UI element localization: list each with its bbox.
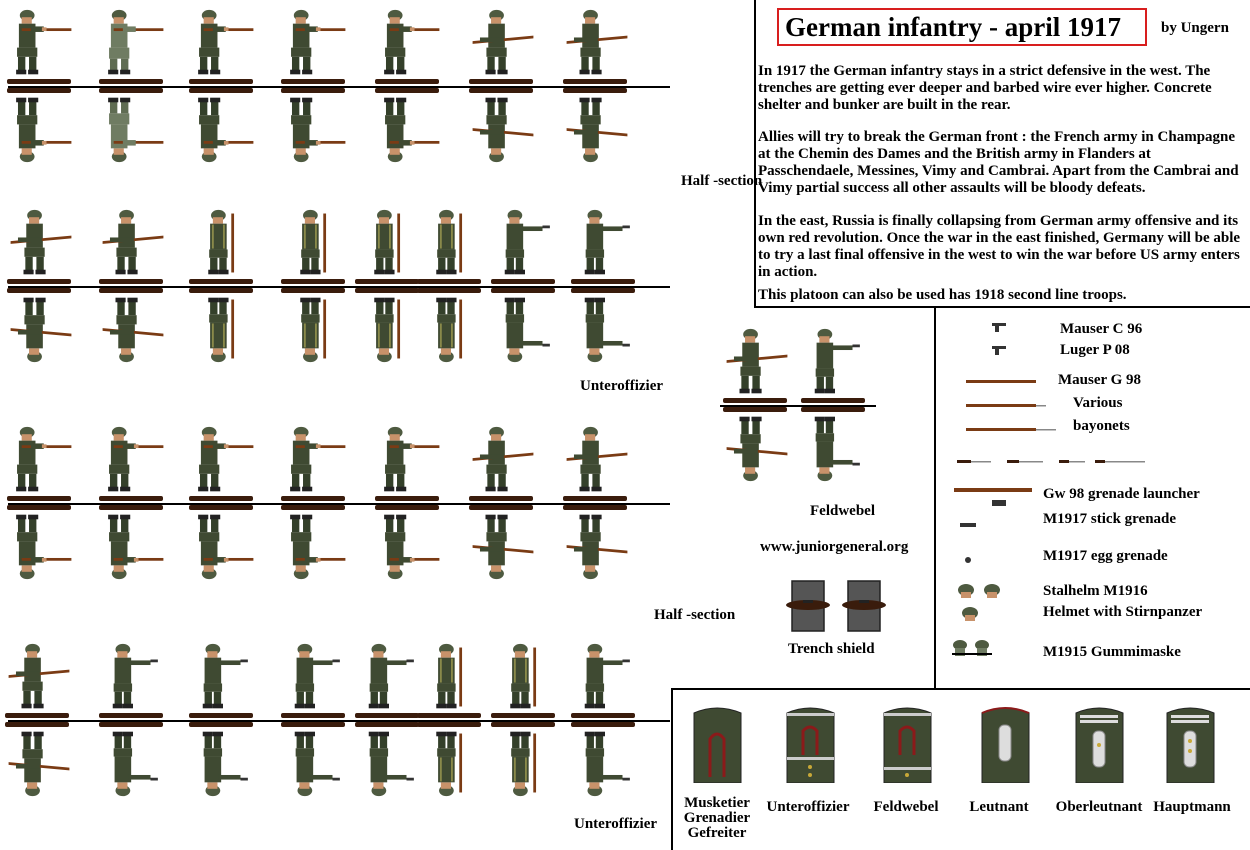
description-paragraph: This platoon can also be used has 1918 second line troops.: [758, 287, 1127, 303]
soldier-figure: [6, 288, 76, 364]
soldier-figure: [468, 88, 538, 164]
soldier-figure: [188, 288, 258, 364]
equip-mauser-c96: Mauser C 96: [1060, 321, 1143, 337]
soldier-figure: [6, 425, 76, 501]
soldier-figure: [6, 208, 76, 284]
soldier-figure: [722, 407, 792, 483]
soldier-figure: [354, 288, 424, 364]
equip-egg-grenade: M1917 egg grenade: [1043, 548, 1168, 564]
soldier-figure: [98, 425, 168, 501]
rank-label-hauptmann: Hauptmann: [1153, 799, 1231, 815]
soldier-figure: [722, 327, 792, 403]
fold-line: [8, 86, 670, 88]
frame-line: [754, 0, 756, 308]
soldier-figure: [354, 208, 424, 284]
equip-stahlhelm: Stalhelm M1916: [1043, 583, 1148, 599]
soldier-figure: [490, 208, 560, 284]
rank-gefreiter: Gefreiter: [687, 825, 747, 841]
fold-line: [8, 286, 670, 288]
soldier-figure: [354, 642, 424, 718]
soldier-figure: [280, 425, 350, 501]
soldier-figure: [4, 642, 74, 718]
soldier-figure: [188, 8, 258, 84]
soldier-figure: [416, 722, 486, 798]
label-half-section: Half -section: [654, 607, 736, 623]
equip-various: Various: [1073, 395, 1123, 411]
epaulette-hauptmann: [1163, 705, 1218, 783]
website-link[interactable]: www.juniorgeneral.org: [760, 539, 909, 555]
epaulette-unteroffizier: [783, 705, 838, 783]
soldier-figure: [570, 722, 640, 798]
soldier-figure: [800, 407, 870, 483]
soldier-figure: [562, 8, 632, 84]
epaulette-musketier: [690, 705, 745, 783]
soldier-figure: [468, 425, 538, 501]
soldier-figure: [280, 505, 350, 581]
soldier-figure: [98, 722, 168, 798]
frame-line: [754, 306, 1250, 308]
soldier-figure: [280, 88, 350, 164]
soldier-figure: [490, 288, 560, 364]
soldier-figure: [4, 722, 74, 798]
soldier-figure: [6, 88, 76, 164]
rank-label-unteroffizier: Unteroffizier: [766, 799, 850, 815]
label-unteroffizier: Unteroffizier: [574, 816, 658, 832]
byline: by Ungern: [1161, 20, 1229, 36]
equip-gw98: Gw 98 grenade launcher: [1043, 486, 1200, 502]
equip-stick-grenade: M1917 stick grenade: [1043, 511, 1177, 527]
soldier-figure: [6, 8, 76, 84]
soldier-figure: [98, 88, 168, 164]
soldier-figure: [490, 642, 560, 718]
soldier-figure: [98, 505, 168, 581]
soldier-figure: [354, 722, 424, 798]
soldier-figure: [416, 208, 486, 284]
rank-musketier: Musketier: [684, 795, 750, 811]
soldier-figure: [98, 642, 168, 718]
soldier-figure: [570, 288, 640, 364]
soldier-figure: [562, 505, 632, 581]
soldier-figure: [468, 505, 538, 581]
label-trench-shield: Trench shield: [788, 641, 875, 657]
fold-line: [720, 405, 876, 407]
soldier-figure: [188, 642, 258, 718]
soldier-figure: [98, 8, 168, 84]
equip-stirnpanzer: Helmet with Stirnpanzer: [1043, 604, 1203, 620]
frame-line: [934, 306, 936, 688]
label-feldwebel: Feldwebel: [810, 503, 875, 519]
title-box: [777, 8, 1147, 46]
equip-bayonets: bayonets: [1073, 418, 1130, 434]
rank-label-leutnant: Leutnant: [969, 799, 1029, 815]
description-paragraph: In 1917 the German infantry stays in a strict defensive in the west. The trenches are getting ever deeper and barbed wire ever higher. Concrete shelter and bunker are built in the rear.: [758, 63, 1212, 113]
soldier-figure: [570, 208, 640, 284]
epaulette-oberleutnant: [1072, 705, 1127, 783]
soldier-figure: [416, 642, 486, 718]
soldier-figure: [416, 288, 486, 364]
fold-line: [8, 720, 670, 722]
soldier-figure: [490, 722, 560, 798]
soldier-figure: [374, 505, 444, 581]
soldier-figure: [188, 88, 258, 164]
helmet-icon: [952, 580, 1012, 680]
epaulette-feldwebel: [880, 705, 935, 783]
soldier-figure: [570, 642, 640, 718]
soldier-figure: [98, 208, 168, 284]
equip-gummimaske: M1915 Gummimaske: [1043, 644, 1181, 660]
bayonet-icon: [955, 456, 1155, 468]
rank-label-musketier: [671, 796, 763, 841]
soldier-figure: [188, 505, 258, 581]
description-paragraph: In the east, Russia is finally collapsing from German army offensive and its own red revolution. Once the war in the east finished, Germany will be able to try a last final offensive in the west to win the war before US army enters in action.: [758, 213, 1241, 280]
rifle-icon: [962, 374, 1062, 438]
soldier-figure: [374, 425, 444, 501]
rank-grenadier: Grenadier: [683, 810, 751, 826]
soldier-figure: [188, 425, 258, 501]
label-unteroffizier: Unteroffizier: [580, 378, 664, 394]
rank-label-oberleutnant: Oberleutnant: [1055, 799, 1143, 815]
soldier-figure: [374, 8, 444, 84]
soldier-figure: [280, 642, 350, 718]
soldier-figure: [800, 327, 870, 403]
description-paragraph: Allies will try to break the German front : the French army in Champagne at the Chemin des Dames and the British army in Flanders at Passchendaele, Messines, Vimy and Cambrai. Apart from the Cambrai and Vimy partial success all other assaults will be bloody defeats.: [758, 129, 1239, 196]
frame-line: [671, 688, 1250, 690]
fold-line: [8, 503, 670, 505]
soldier-figure: [374, 88, 444, 164]
epaulette-leutnant: [978, 705, 1033, 783]
label-half-section: Half -section: [681, 173, 763, 189]
rank-label-feldwebel: Feldwebel: [873, 799, 939, 815]
soldier-figure: [188, 722, 258, 798]
soldier-figure: [280, 208, 350, 284]
soldier-figure: [188, 208, 258, 284]
soldier-figure: [468, 8, 538, 84]
trench-shield-graphic: [785, 575, 905, 635]
grenade-icon: [952, 482, 1042, 572]
soldier-figure: [6, 505, 76, 581]
pistol-icon: [990, 318, 1020, 358]
soldier-figure: [280, 722, 350, 798]
soldier-figure: [280, 8, 350, 84]
soldier-figure: [562, 425, 632, 501]
soldier-figure: [280, 288, 350, 364]
soldier-figure: [98, 288, 168, 364]
page-title: German infantry - april 1917: [785, 12, 1121, 42]
equip-mauser-g98: Mauser G 98: [1058, 372, 1142, 388]
soldier-figure: [562, 88, 632, 164]
equip-luger-p08: Luger P 08: [1060, 342, 1130, 358]
